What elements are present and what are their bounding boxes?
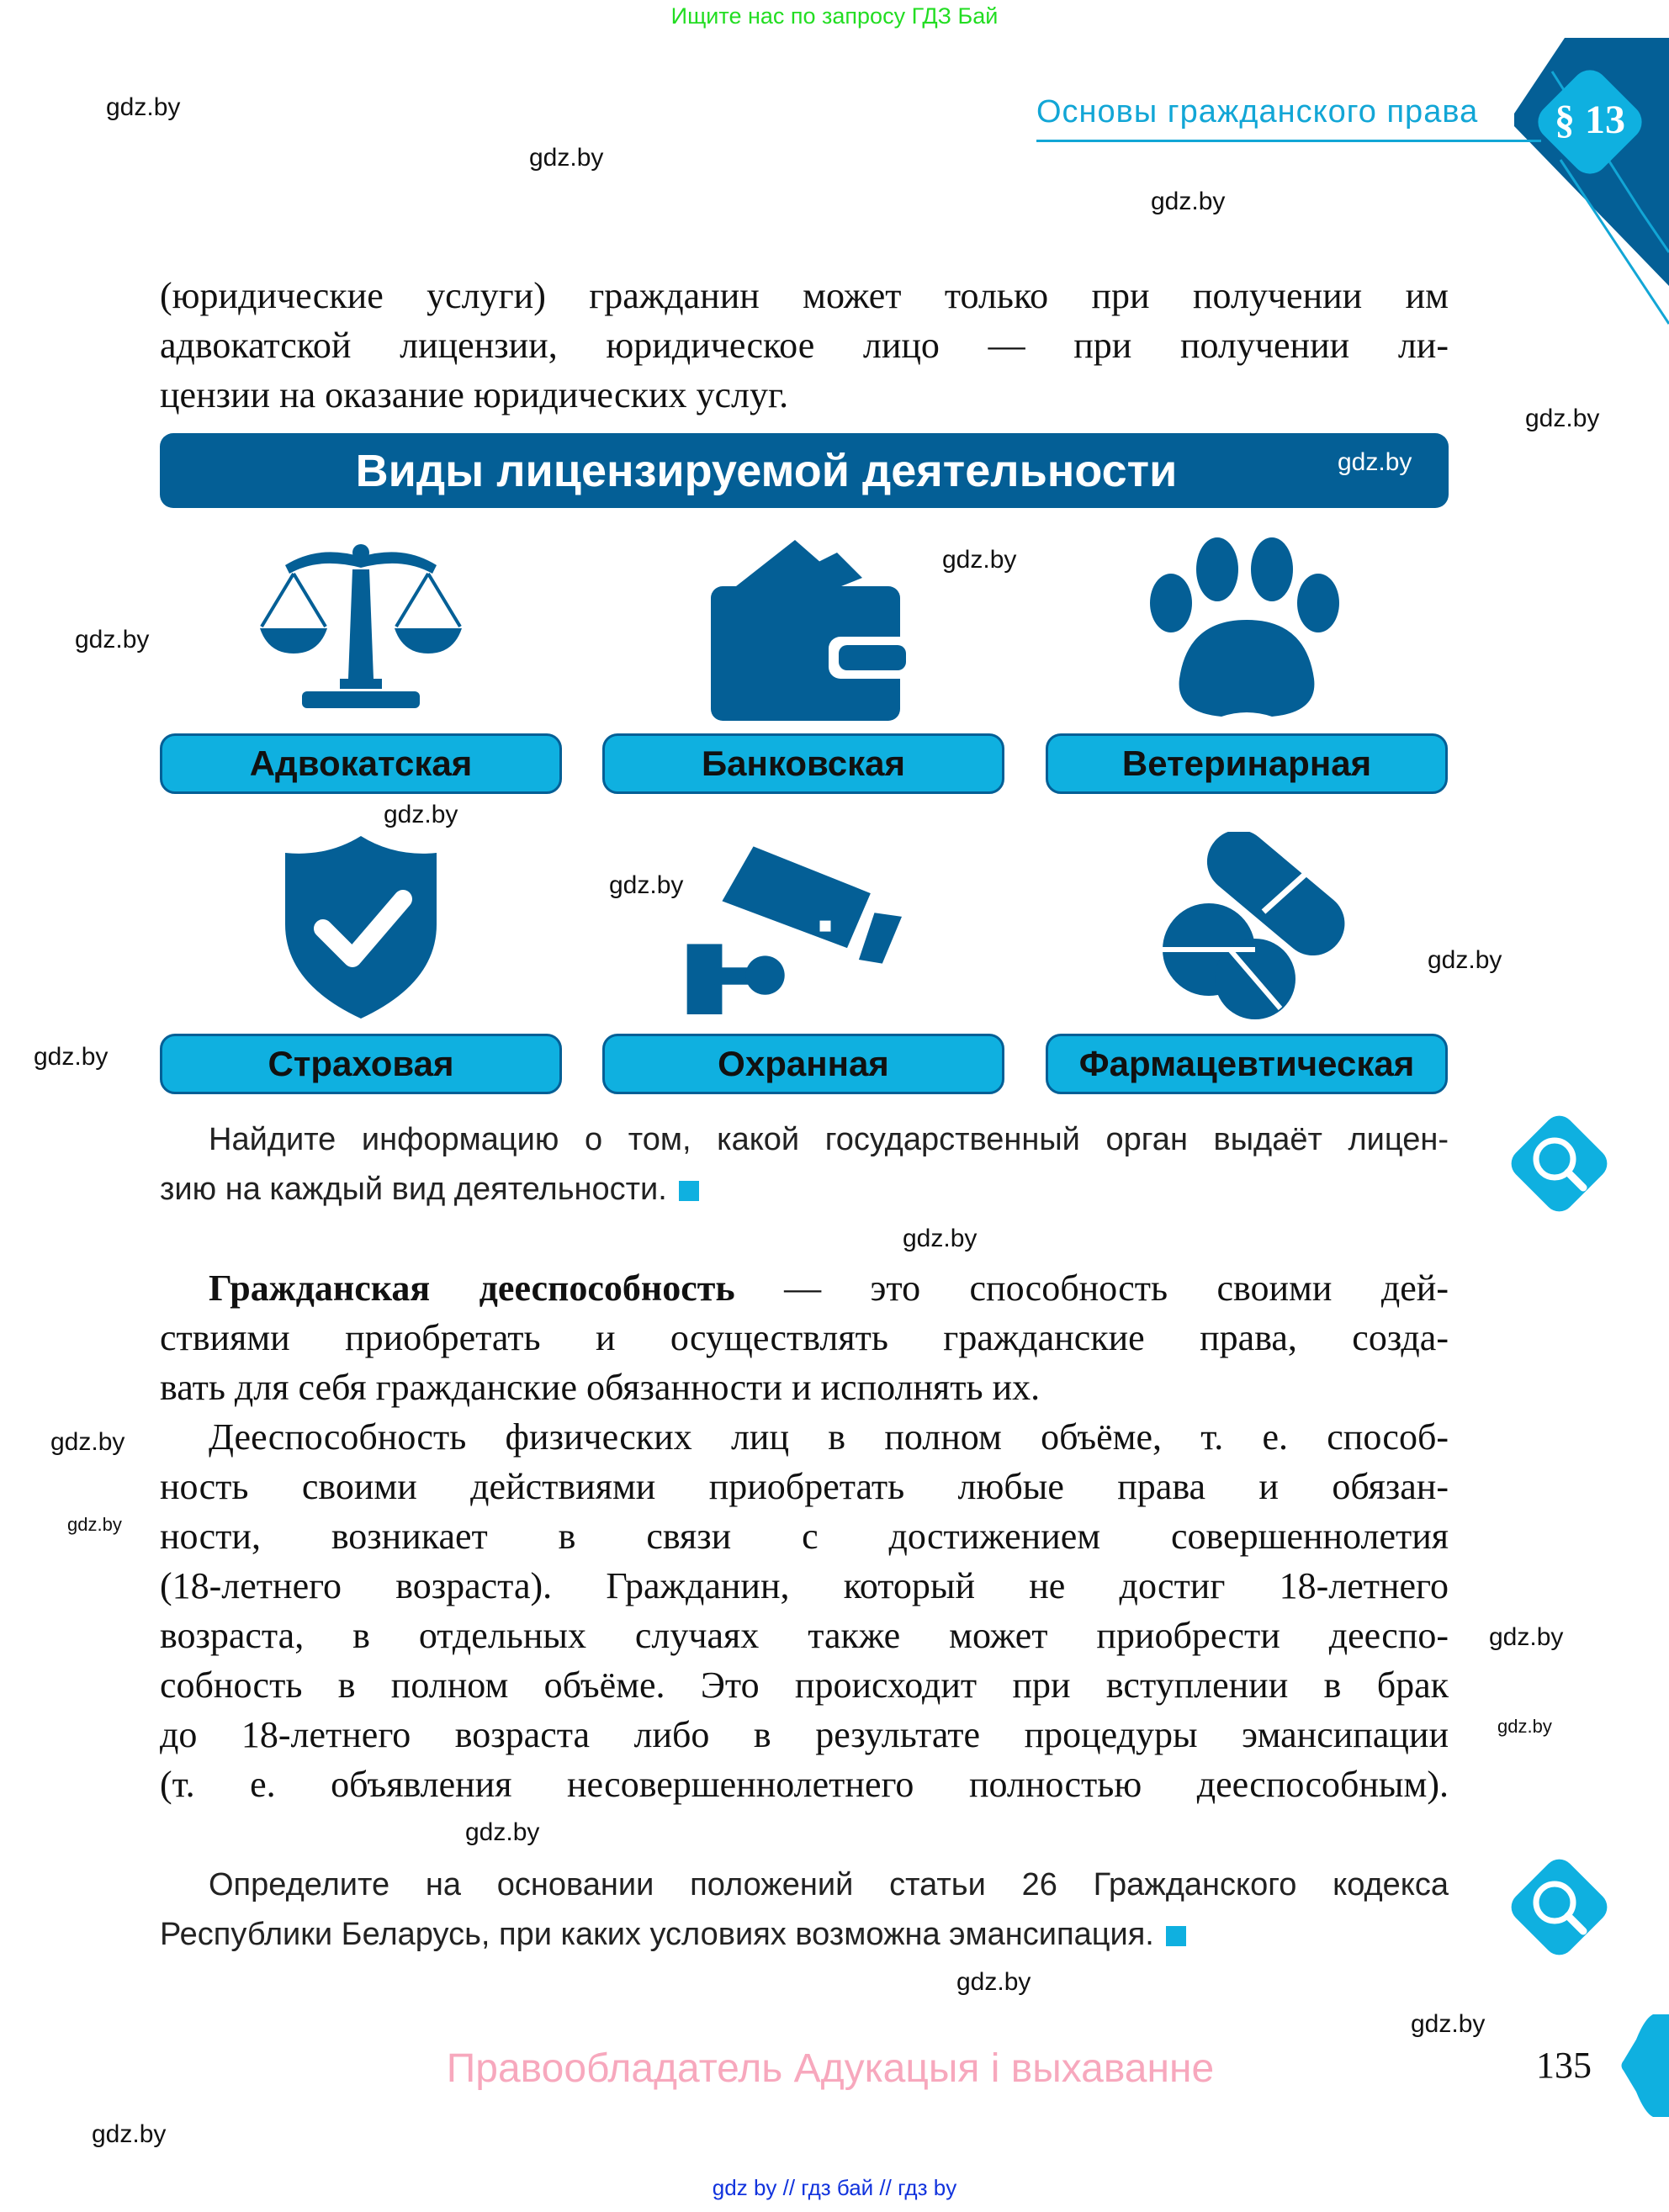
watermark: gdz.by <box>903 1225 978 1252</box>
category-label: Банковская <box>701 744 906 783</box>
page-number: 135 <box>1536 2045 1592 2086</box>
task-emancipation <box>160 1860 1449 1960</box>
intro-paragraph <box>160 271 1449 420</box>
paw-icon <box>1137 536 1356 726</box>
text-line: ность своими действиями приобретать любые права и обязан- <box>160 1466 1449 1507</box>
watermark: gdz.by <box>529 144 604 172</box>
capacity-paragraph <box>160 1263 1449 1809</box>
text-line-content: зию на каждый вид деятельности. <box>160 1172 667 1207</box>
watermark: gdz.by <box>609 871 684 899</box>
text-line: цензии на оказание юридических услуг. <box>160 374 789 415</box>
text-line: Найдите информацию о том, какой государственный орган выдаёт лицен- <box>209 1122 1449 1157</box>
category-pharmaceutical <box>1046 1034 1448 1094</box>
text-line: вать для себя гражданские обязанности и исполнять их. <box>160 1367 1041 1408</box>
shield-check-icon <box>252 832 470 1022</box>
text-line: адвокатской лицензии, юридическое лицо — при получении ли- <box>160 325 1449 366</box>
category-label: Ветеринарная <box>1121 744 1372 783</box>
text-line <box>160 1165 1449 1214</box>
chapter-title: Основы гражданского права <box>1036 94 1479 130</box>
watermark: gdz.by <box>106 93 181 121</box>
category-label: Адвокатская <box>249 744 473 783</box>
text-line <box>160 1910 1449 1960</box>
task-find-info <box>160 1115 1449 1214</box>
text-line: возраста, в отдельных случаях также может приобрести дееспо- <box>160 1615 1449 1656</box>
text-line-content: — это способность своими дей- <box>734 1267 1449 1309</box>
text-line: собность в полном объёме. Это происходит при вступлении в брак <box>160 1664 1449 1706</box>
text-line: Дееспособность физических лиц в полном объёме, т. е. способ- <box>209 1416 1449 1458</box>
chapter-underline <box>1036 140 1541 142</box>
watermark: gdz.by <box>50 1428 125 1456</box>
category-label: Охранная <box>718 1044 889 1083</box>
category-advocacy <box>160 733 562 794</box>
watermark: gdz.by <box>34 1043 109 1071</box>
watermark: gdz.by <box>1497 1716 1552 1737</box>
text-line: (юридические услуги) гражданин может только при получении им <box>160 275 1449 316</box>
text-line: Определите на основании положений статьи 26 Гражданского кодекса <box>209 1867 1449 1902</box>
watermark: gdz.by <box>942 546 1017 574</box>
bottom-links[interactable]: gdz by // гдз бай // гдз by <box>712 2175 957 2200</box>
watermark: gdz.by <box>465 1818 540 1846</box>
watermark: gdz.by <box>1489 1623 1564 1651</box>
section-badge-decoration <box>1497 34 1669 336</box>
watermark: gdz.by <box>1151 188 1226 215</box>
copyright-footer: Правообладатель Адукацыя і выхаванне <box>446 2046 1215 2091</box>
wallet-icon <box>694 536 913 726</box>
watermark: gdz.by <box>1525 405 1600 432</box>
search-task-icon <box>1499 1847 1619 1967</box>
licensed-activities-banner: Виды лицензируемой деятельности <box>160 433 1449 508</box>
text-line-content: Республики Беларусь, при каких условиях возможна эмансипация. <box>160 1917 1154 1952</box>
text-line <box>160 1263 1449 1313</box>
category-label: Страховая <box>268 1044 454 1083</box>
term: Гражданская дееспособность <box>209 1267 735 1309</box>
watermark: gdz.by <box>1428 946 1502 974</box>
text-line: (18-летнего возраста). Гражданин, который не достиг 18-летнего <box>160 1565 1449 1606</box>
category-veterinary <box>1046 733 1448 794</box>
text-line: (т. е. объявления несовершеннолетнего полностью дееспособным). <box>160 1764 1449 1805</box>
end-marker-icon <box>679 1181 699 1201</box>
watermark: gdz.by <box>384 801 458 828</box>
watermark: gdz.by <box>1338 448 1412 476</box>
text-line: до 18-летнего возраста либо в результате процедуры эмансипации <box>160 1714 1449 1755</box>
text-line: ствиями приобретать и осуществлять гражданские права, созда- <box>160 1317 1449 1358</box>
watermark: gdz.by <box>1411 2010 1486 2038</box>
security-camera-icon <box>683 832 902 1022</box>
category-insurance <box>160 1034 562 1094</box>
section-number: § 13 <box>1555 98 1625 142</box>
page-tab-decoration <box>1619 2014 1669 2117</box>
search-task-icon <box>1499 1103 1619 1224</box>
pills-icon <box>1137 832 1356 1022</box>
watermark: gdz.by <box>956 1968 1031 1996</box>
top-note: Ищите нас по запросу ГДЗ Бай <box>670 3 999 29</box>
watermark: gdz.by <box>92 2120 167 2148</box>
category-label: Фармацевтическая <box>1078 1044 1415 1083</box>
scales-icon <box>252 536 470 726</box>
end-marker-icon <box>1166 1926 1186 1946</box>
watermark: gdz.by <box>75 626 150 654</box>
text-line: ности, возникает в связи с достижением совершеннолетия <box>160 1516 1449 1557</box>
category-banking <box>602 733 1004 794</box>
watermark: gdz.by <box>67 1514 122 1535</box>
category-security <box>602 1034 1004 1094</box>
